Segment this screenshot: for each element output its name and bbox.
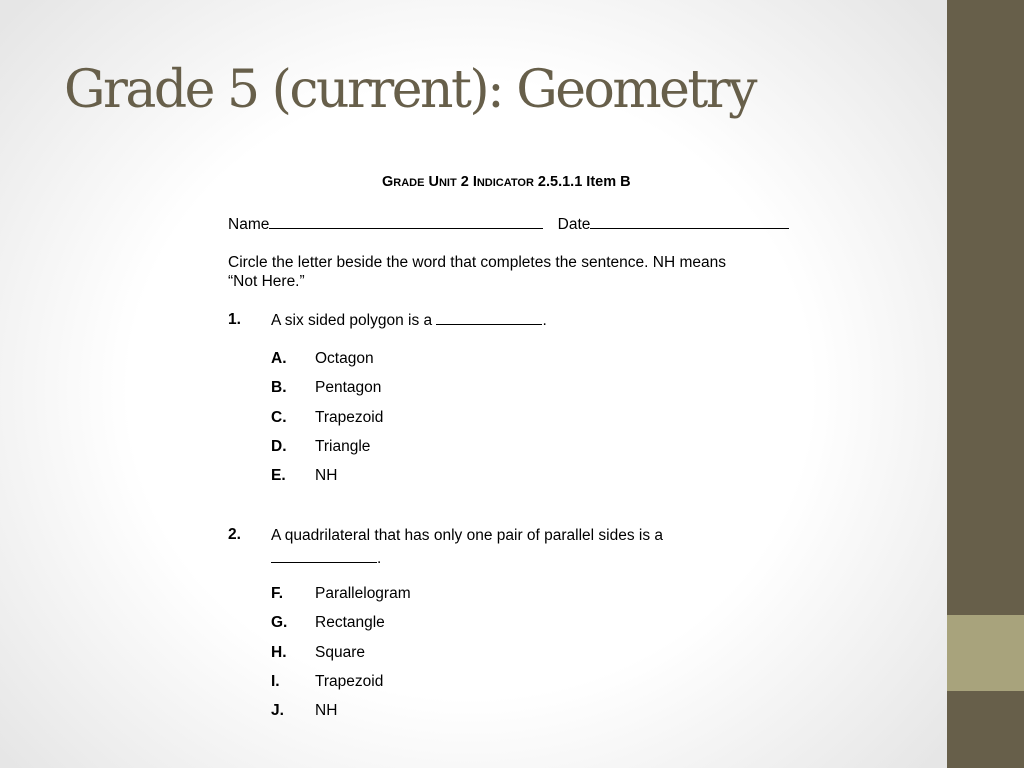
answer-blank	[271, 548, 377, 563]
instructions	[228, 253, 788, 291]
answer-blank	[436, 310, 542, 325]
side-accent-block	[947, 615, 1024, 691]
worksheet-title-small3: NDICATOR	[476, 177, 534, 189]
instructions-line1: Circle the letter beside the word that completes the sentence. NH means	[228, 254, 726, 271]
option-letter: D.	[271, 438, 287, 455]
option-text: NH	[315, 702, 338, 719]
name-label: Name	[228, 216, 270, 233]
worksheet-title: GRADE UNIT 2 INDICATOR 2.5.1.1 Item B	[382, 174, 631, 190]
option-text: NH	[315, 467, 338, 484]
option-letter: A.	[271, 350, 287, 367]
question-1-number: 1.	[228, 311, 241, 328]
option-text: Parallelogram	[315, 585, 411, 602]
option-letter: G.	[271, 614, 288, 631]
option-text: Square	[315, 644, 365, 661]
option-letter: H.	[271, 644, 287, 661]
option-letter: J.	[271, 702, 284, 719]
instructions-line2: “Not Here.”	[228, 273, 305, 290]
option-text: Trapezoid	[315, 673, 384, 690]
option-letter: B.	[271, 379, 287, 396]
option-letter: E.	[271, 467, 286, 484]
worksheet-title-small2: NIT	[438, 177, 457, 189]
option-text: Pentagon	[315, 379, 382, 396]
question-2-stem: A quadrilateral that has only one pair of parallel sides is a	[271, 527, 664, 544]
question-1-stem: A six sided polygon is a	[271, 312, 433, 329]
option-text: Rectangle	[315, 614, 385, 631]
option-text: Octagon	[315, 350, 374, 367]
date-label: Date	[557, 216, 591, 233]
worksheet-title-small1: RADE	[393, 177, 425, 189]
name-blank	[269, 214, 543, 229]
option-text: Triangle	[315, 438, 371, 455]
option-letter: C.	[271, 409, 287, 426]
question-2-number: 2.	[228, 526, 241, 543]
name-date-line	[228, 214, 789, 234]
question-2-text: A quadrilateral that has only one pair of parallel sides is a .	[271, 527, 664, 567]
option-letter: I.	[271, 673, 280, 690]
option-letter: F.	[271, 585, 284, 602]
date-blank	[590, 214, 789, 229]
option-text: Trapezoid	[315, 409, 384, 426]
slide-title: Grade 5 (current): Geometry	[64, 60, 756, 120]
question-1-text: A six sided polygon is a .	[271, 312, 547, 329]
